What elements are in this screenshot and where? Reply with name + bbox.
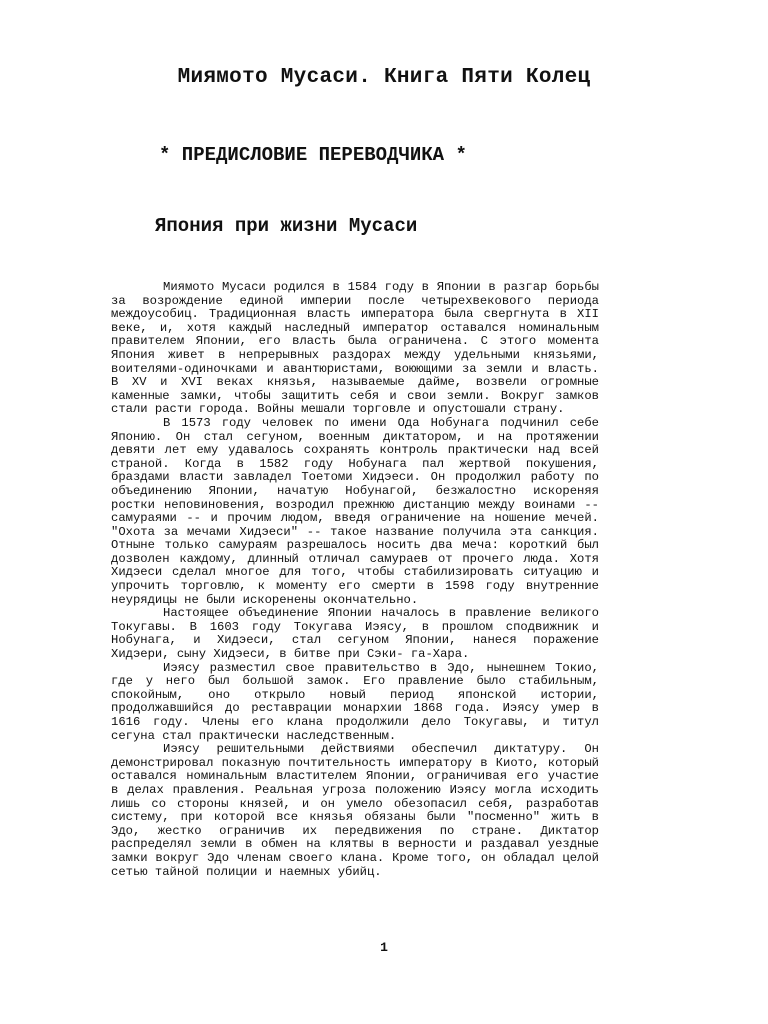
subsection-heading: Япония при жизни Мусаси (155, 215, 418, 237)
body-text (111, 281, 599, 879)
paragraph: Иэясу решительными действиями обеспечил диктатуру. Он демонстрировал показную почтительность императору в Киото, который оставался номинальным властителем Японии, ограничивая его участие в делах правления. Реальная угроза положению Иэясу могла исходить лишь со стороны князей, и он умело обезопасил себя, разработав систему, при которой все князья обязаны были "посменно" жить в Эдо, жестко ограничив их передвижения по стране. Диктатор распределял земли в обмен на клятвы в верности и раздавал уездные замки вокруг Эдо членам своего клана. Кроме того, он обладал целой сетью тайной полиции и наемных убийц. (111, 742, 599, 879)
page-number: 1 (380, 940, 388, 955)
section-heading: * ПРЕДИСЛОВИЕ ПЕРЕВОДЧИКА * (159, 144, 467, 166)
paragraph: Иэясу разместил свое правительство в Эдо, нынешнем Токио, где у него был большой замок. Его правление было стабильным, спокойным, оно открыло новый период японской истории, продолжавшийся до реставрации монархии 1868 года. Иэясу умер в 1616 году. Члены его клана продолжили дело Токугавы, и титул сегуна стал практически наследственным. (111, 660, 599, 743)
paragraph: Миямото Мусаси родился в 1584 году в Японии в разгар борьбы за возрождение единой империи после четырехвекового периода междоусобиц. Традиционная власть императора была свергнута в XII веке, и, хотя каждый наследный император оставался номинальным правителем Японии, его власть была ограничена. С этого момента Япония живет в непрерывных раздорах между удельными князьями, воителями-одиночками и авантюристами, воюющими за земли и власть. В XV и XVI веках князья, называемые дайме, возвели огромные каменные замки, чтобы защитить себя и свои земли. Вокруг замков стали расти города. Войны мешали торговле и опустошали страну. (111, 280, 599, 417)
paragraph: В 1573 году человек по имени Ода Нобунага подчинил себе Японию. Он стал сегуном, военным диктатором, и на протяжении девяти лет ему удавалось сохранять контроль практически над всей страной. Когда в 1582 году Нобунага пал жертвой покушения, браздами власти завладел Тоетоми Хидэеси. Он продолжил работу по объединению Японии, начатую Нобунагой, безжалостно искореняя ростки неповиновения, возродил прежнюю дистанцию между воинами -- самураями -- и прочим людом, введя ограничение на ношение мечей. "Охота за мечами Хидэеси" -- такое название получила эта санкция. Отныне только самураям разрешалось носить два меча: короткий был дозволен каждому, длинный отличал самураев от прочего люда. Хотя Хидэеси сделал многое для того, чтобы стабилизировать ситуацию и упрочить торговлю, к моменту его смерти в 1598 году внутренние неурядицы не были искоренены окончательно. (111, 415, 599, 607)
paragraph: Настоящее объединение Японии началось в правление великого Токугавы. В 1603 году Токугава Иэясу, в прошлом сподвижник и Нобунага, и Хидэеси, стал сегуном Японии, нанеся поражение Хидэери, сыну Хидэеси, в битве при Сэки- га-Хара. (111, 606, 599, 662)
document-title: Миямото Мусаси. Книга Пяти Колец (177, 66, 591, 89)
